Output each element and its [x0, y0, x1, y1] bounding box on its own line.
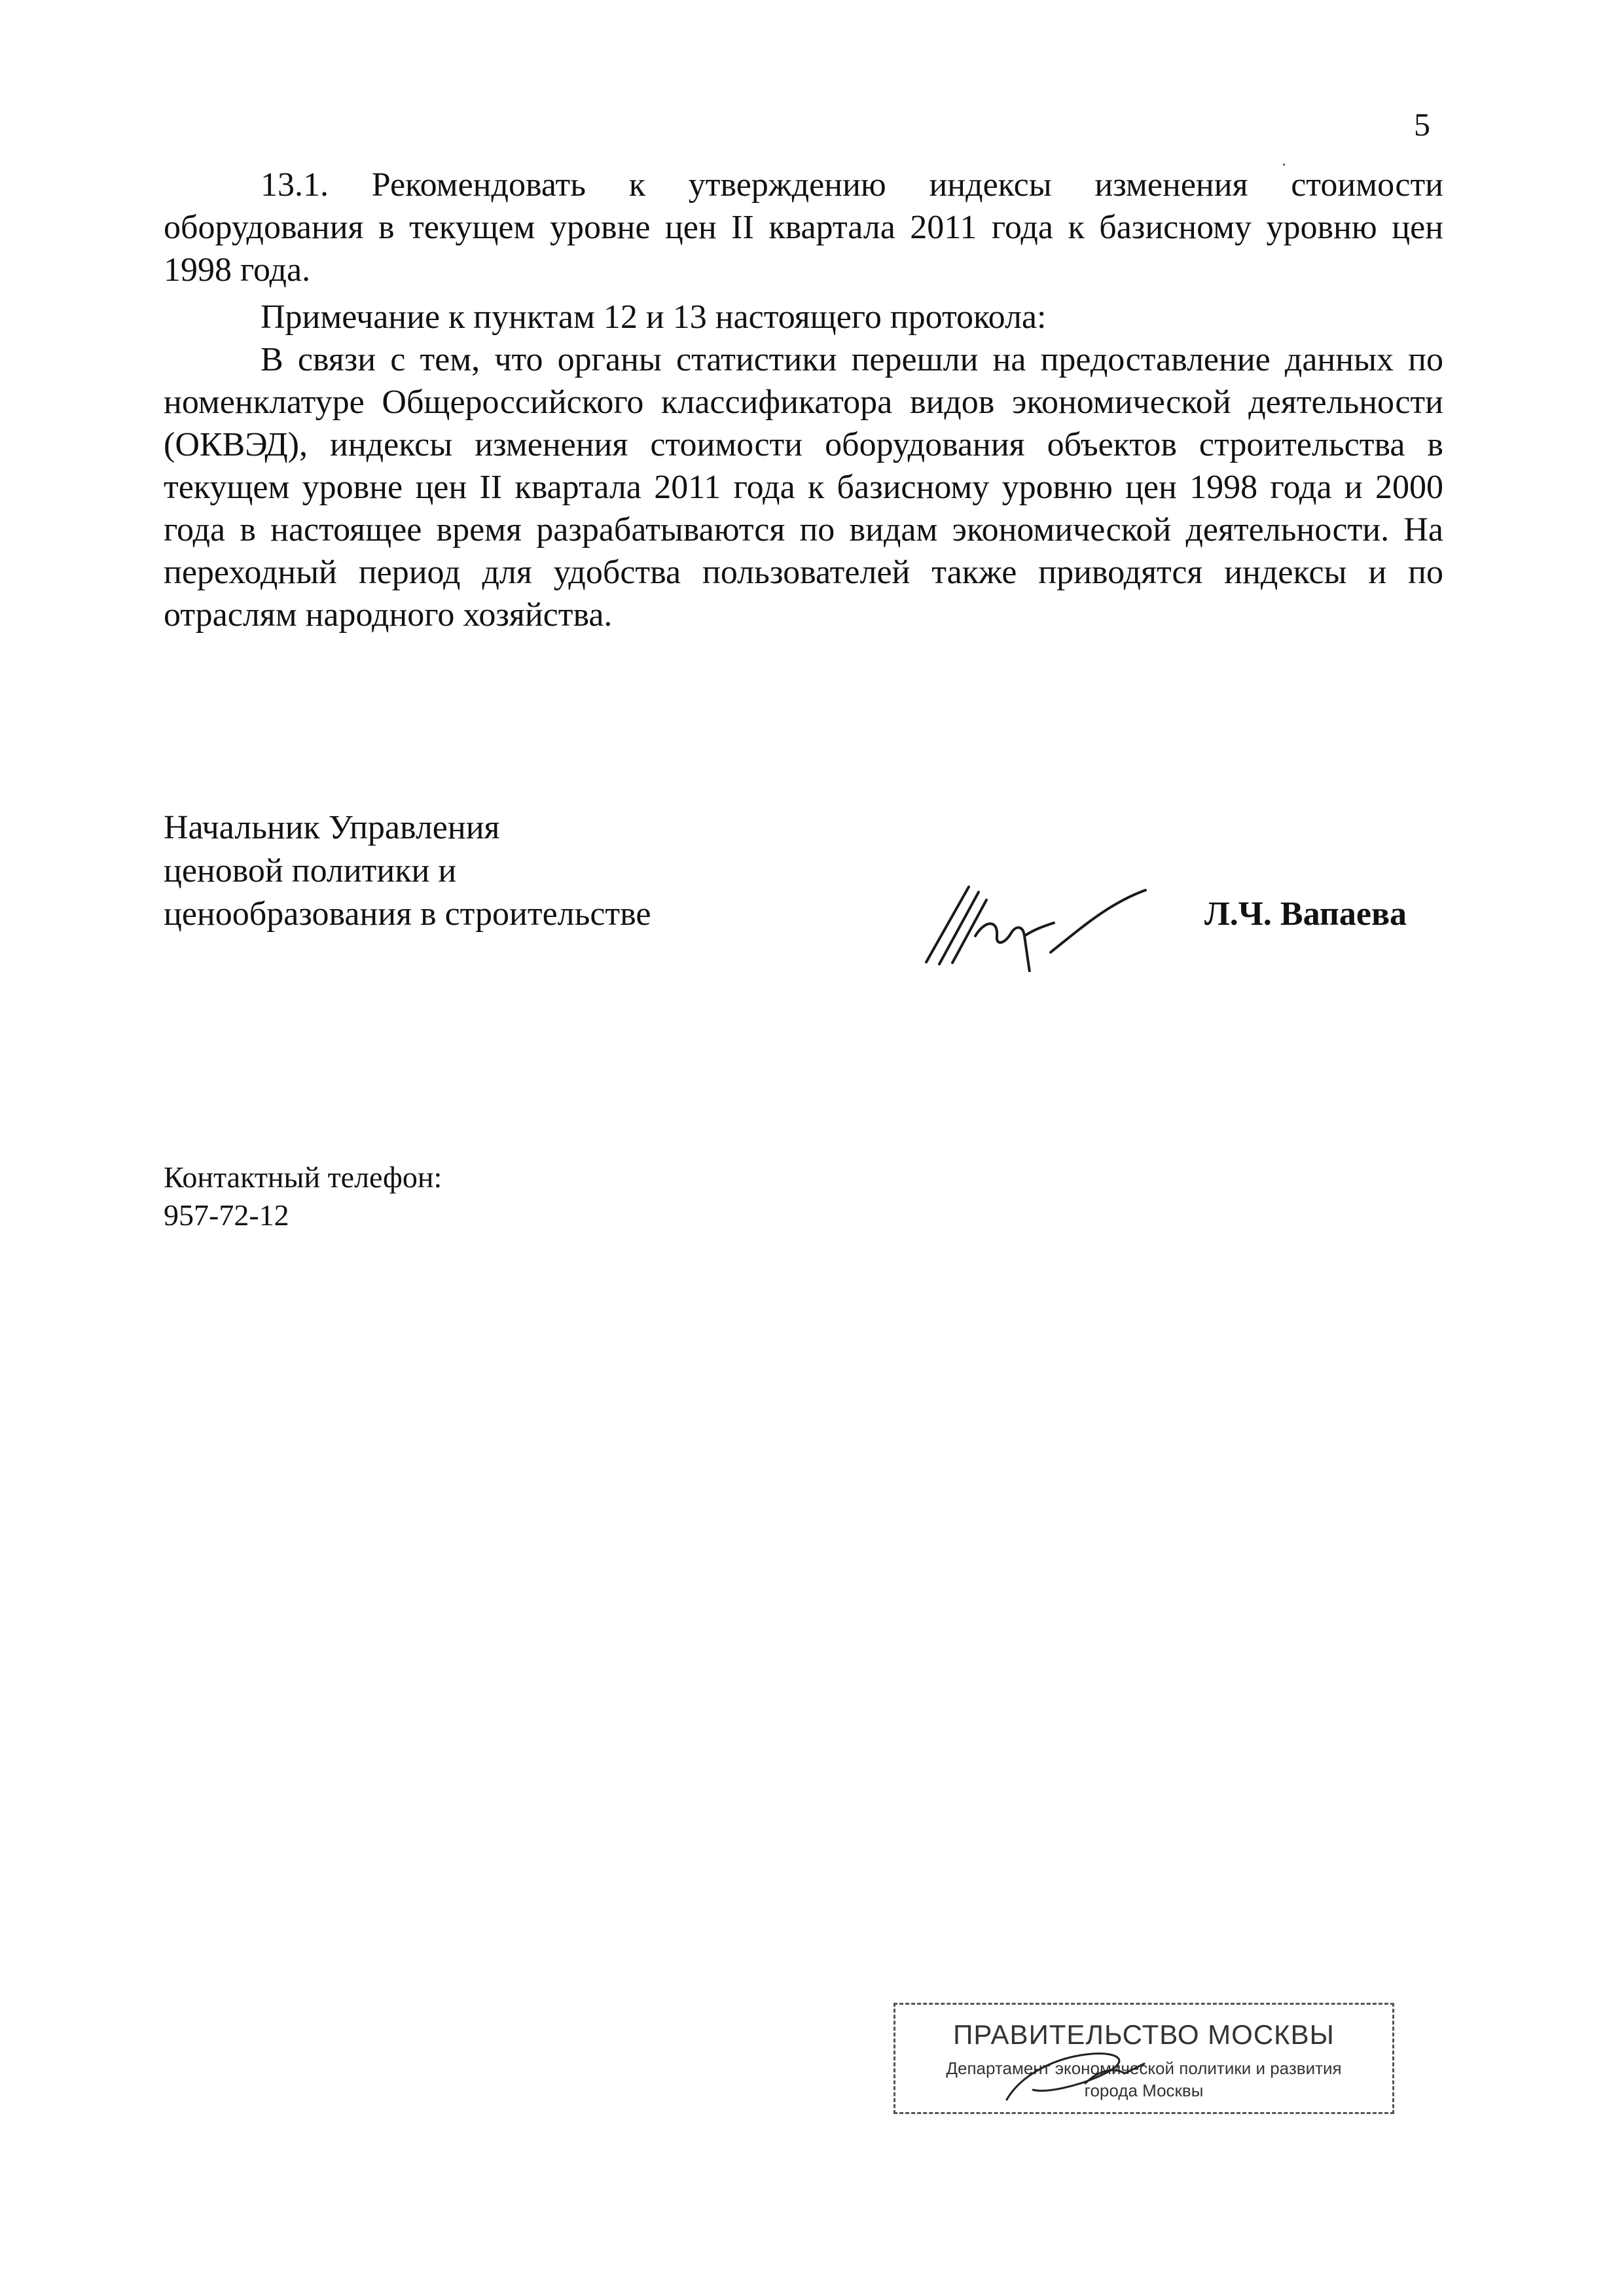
contact-block	[164, 1158, 442, 1234]
contact-phone: 957-72-12	[164, 1198, 289, 1232]
signatory-title-line: ценовой политики и	[164, 852, 457, 889]
signer-name: Л.Ч. Вапаева	[1204, 895, 1407, 933]
paragraph-13-1	[164, 164, 1443, 291]
stamp-department: Департамент экономической политики и развития	[946, 2058, 1342, 2078]
paragraph-13-1-text: 13.1. Рекомендовать к утверждению индексы изменения стоимости оборудования в текущем уровне цен II квартала 2011 года к базисному уровню цен 1998 года.	[164, 166, 1443, 289]
note-block	[164, 296, 1443, 338]
registration-stamp	[893, 2003, 1394, 2114]
handwritten-signature	[913, 874, 1162, 972]
signatory-title	[164, 806, 753, 936]
page-number: 5	[1414, 106, 1430, 143]
note-body: В связи с тем, что органы статистики перешли на предоставление данных по номенклатуре Общероссийского классификатора видов экономической деятельности (ОКВЭД), индексы изменения стоимости оборудования объектов строительства в текущем уровне цен II квартала 2011 года к базисному уровню цен 1998 года и 2000 года в настоящее время разрабатываются по видам экономической деятельности. На переходный период для удобства пользователей также приводятся индексы и по отраслям народного хозяйства.	[164, 341, 1443, 634]
note-title: Примечание к пунктам 12 и 13 настоящего протокола:	[261, 298, 1047, 336]
signatory-title-line: ценообразования в строительстве	[164, 895, 651, 933]
stamp-title: ПРАВИТЕЛЬСТВО МОСКВЫ	[953, 2019, 1335, 2050]
note-body-block	[164, 338, 1443, 636]
contact-label: Контактный телефон:	[164, 1160, 442, 1194]
stamp-city: города Москвы	[1084, 2081, 1204, 2100]
signatory-title-line: Начальник Управления	[164, 809, 500, 846]
stamp-signature	[994, 2037, 1164, 2109]
